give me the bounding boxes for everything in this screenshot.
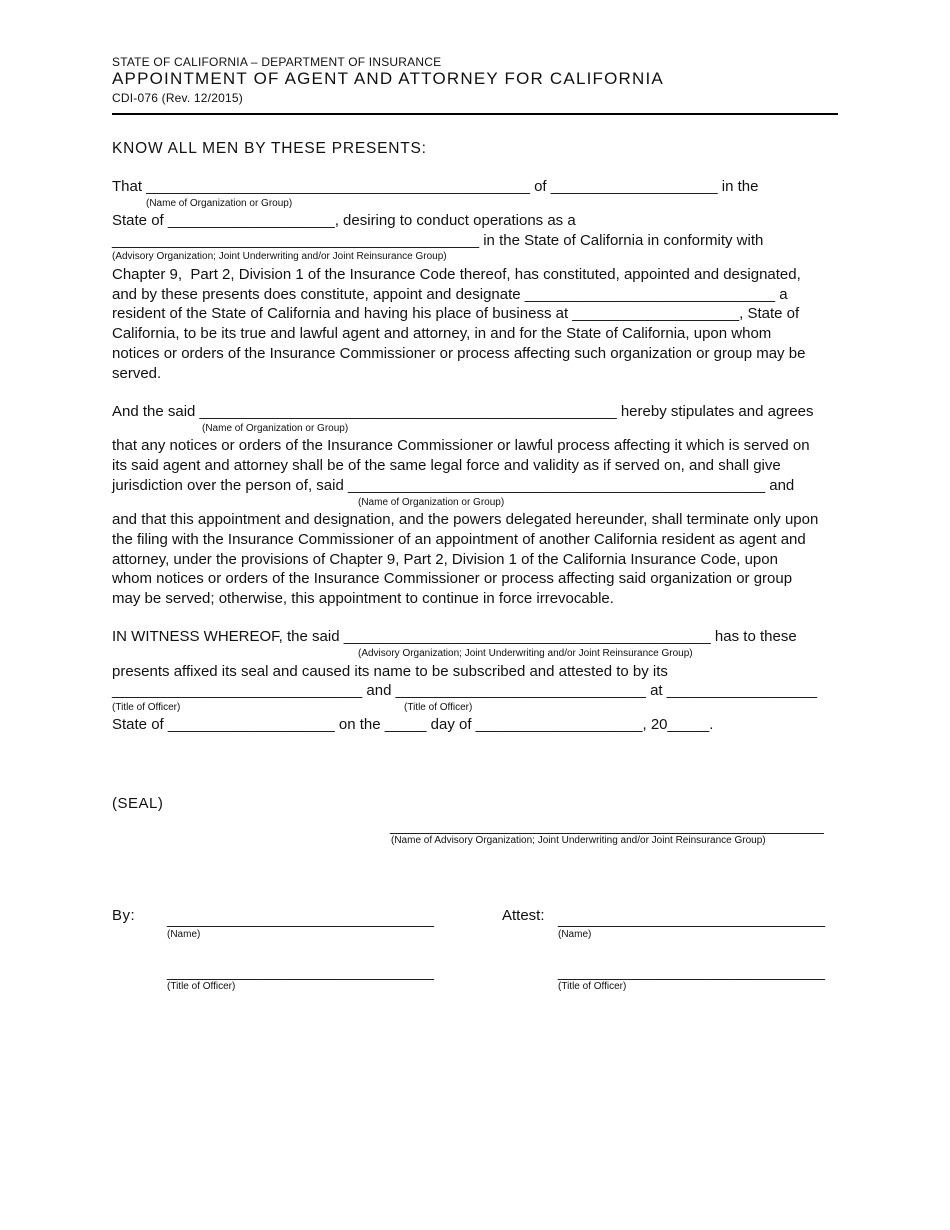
body-line: that any notices or orders of the Insurance Commissioner or lawful process affecting it which is served on: [112, 437, 810, 454]
body-line: the filing with the Insurance Commissioner of an appointment of another California resident as agent and: [112, 531, 806, 548]
caption-title-officer: (Title of Officer): [404, 702, 473, 713]
body-line: its said agent and attorney shall be of the same legal force and validity as if served on, and shall give: [112, 457, 781, 474]
intro-heading: KNOW ALL MEN BY THESE PRESENTS:: [112, 140, 427, 157]
body-line: Chapter 9, Part 2, Division 1 of the Insurance Code thereof, has constituted, appointed and designated,: [112, 266, 801, 283]
caption-title-officer: (Title of Officer): [558, 981, 627, 992]
body-line: attorney, under the provisions of Chapter 9, Part 2, Division 1 of the California Insurance Code, upon: [112, 551, 778, 568]
caption-org-name: (Name of Organization or Group): [202, 423, 349, 434]
caption-org-name: (Name of Organization or Group): [358, 497, 505, 508]
caption-advisory: (Advisory Organization; Joint Underwriting and/or Joint Reinsurance Group): [112, 251, 447, 262]
caption-name: (Name): [167, 929, 201, 940]
caption-title-officer: (Title of Officer): [112, 702, 181, 713]
body-line: California, to be its true and lawful agent and attorney, in and for the State of California, upon whom: [112, 325, 772, 342]
body-line: ____________________________________________ in the State of California in conformity with: [112, 232, 764, 249]
body-line: That ______________________________________________ of ____________________ in the: [112, 178, 759, 195]
body-line: resident of the State of California and having his place of business at ____________________, State of: [112, 305, 800, 322]
body-line: ______________________________ and ______________________________ at __________________: [112, 682, 817, 699]
caption-org-name: (Name of Organization or Group): [146, 198, 293, 209]
caption-name: (Name): [558, 929, 592, 940]
by-title-line[interactable]: ________________________________: [167, 964, 434, 981]
attest-name-line[interactable]: ________________________________: [558, 911, 825, 928]
by-name-line[interactable]: ________________________________: [167, 911, 434, 928]
header-divider: [112, 113, 838, 115]
agency-line: STATE OF CALIFORNIA – DEPARTMENT OF INSURANCE: [112, 55, 442, 69]
org-signature-line[interactable]: ____________________________________________________: [390, 818, 824, 835]
seal-label: (SEAL): [112, 795, 164, 812]
body-line: State of ____________________ on the _____ day of ____________________, 20_____.: [112, 716, 714, 733]
body-line: jurisdiction over the person of, said __________________________________________________ and: [112, 477, 795, 494]
caption-title-officer: (Title of Officer): [167, 981, 236, 992]
caption-org-signature: (Name of Advisory Organization; Joint Underwriting and/or Joint Reinsurance Group): [391, 835, 766, 846]
form-number: CDI-076 (Rev. 12/2015): [112, 91, 243, 105]
attest-label: Attest:: [502, 907, 545, 924]
form-title: APPOINTMENT OF AGENT AND ATTORNEY FOR CALIFORNIA: [112, 69, 664, 88]
body-line: whom notices or orders of the Insurance Commissioner or process affecting said organization or group: [112, 570, 793, 587]
caption-advisory: (Advisory Organization; Joint Underwriting and/or Joint Reinsurance Group): [358, 648, 693, 659]
body-line: IN WITNESS WHEREOF, the said ____________________________________________ has to these: [112, 628, 797, 645]
body-line: and that this appointment and designation, and the powers delegated hereunder, shall terminate only upon: [112, 511, 819, 528]
body-line: presents affixed its seal and caused its name to be subscribed and attested to by its: [112, 663, 668, 680]
body-line: notices or orders of the Insurance Commissioner or process affecting such organization or group may be: [112, 345, 806, 362]
by-label: By:: [112, 907, 136, 924]
body-line: And the said __________________________________________________ hereby stipulates and agrees: [112, 403, 814, 420]
body-line: and by these presents does constitute, appoint and designate ______________________________ a: [112, 286, 788, 303]
body-line: State of ____________________, desiring to conduct operations as a: [112, 212, 576, 229]
body-line: served.: [112, 365, 162, 382]
body-line: may be served; otherwise, this appointment to continue in force irrevocable.: [112, 590, 614, 607]
attest-title-line[interactable]: ________________________________: [558, 964, 825, 981]
